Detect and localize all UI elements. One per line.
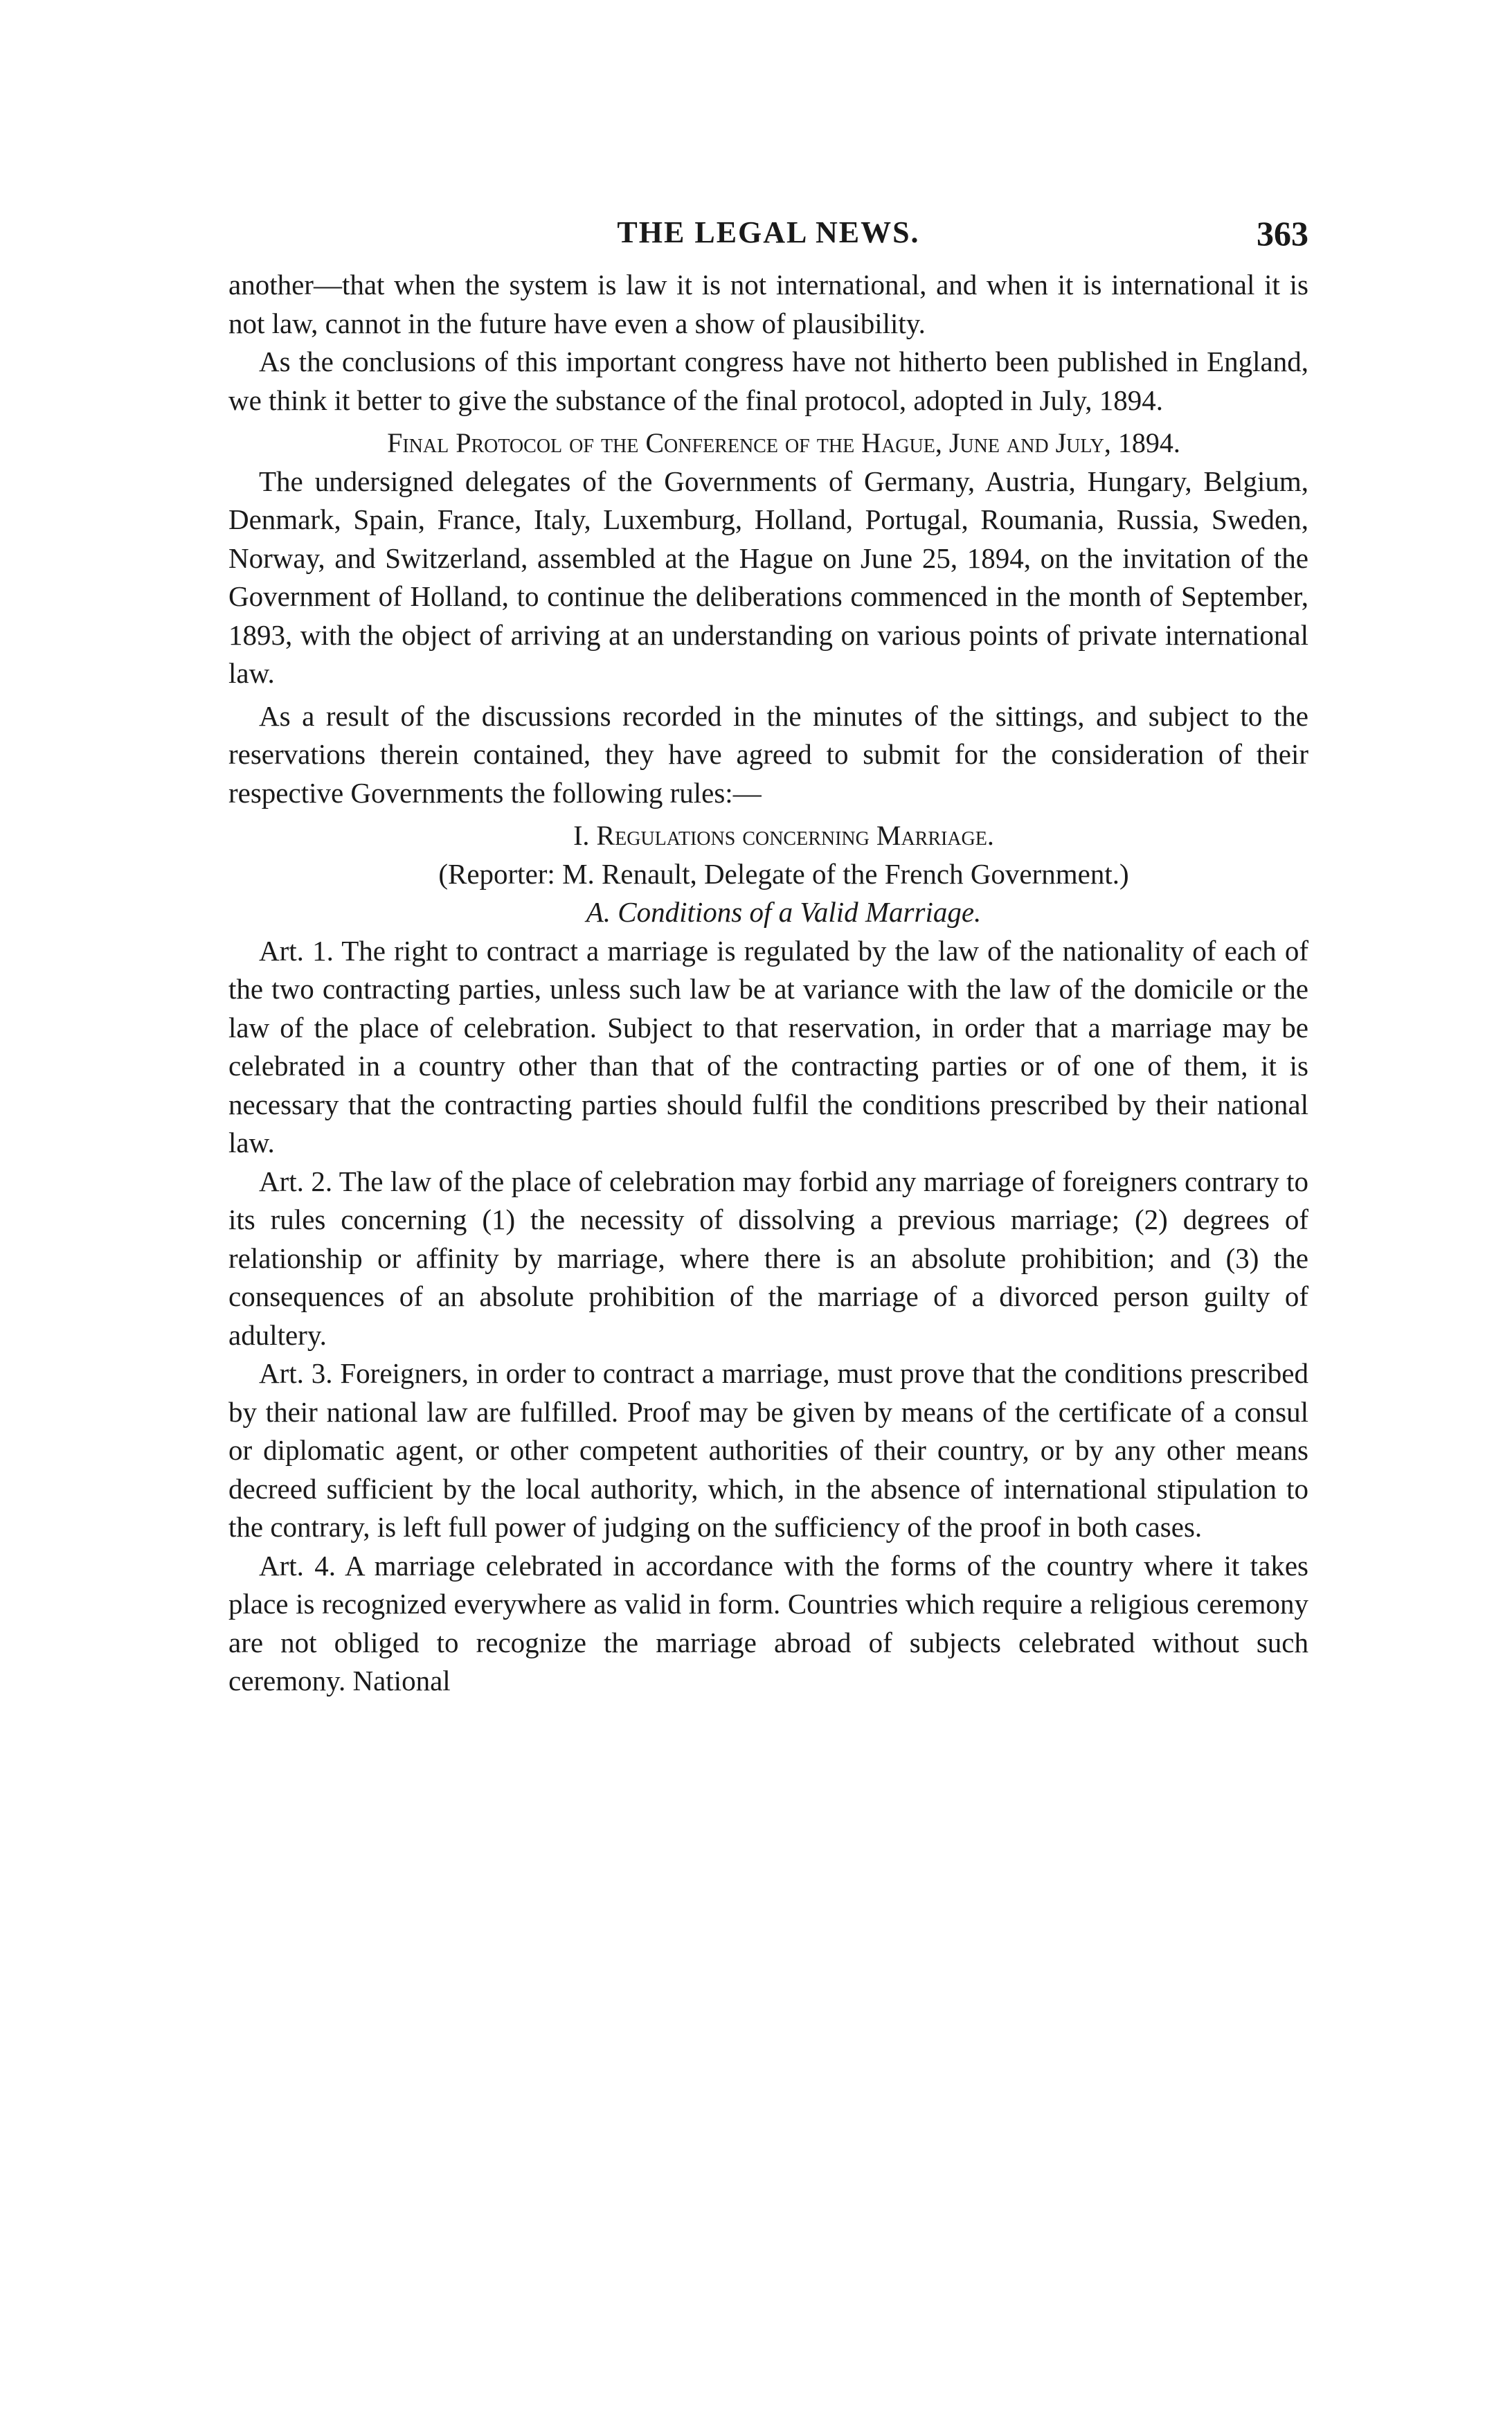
paragraph-continuation: another—that when the system is law it is not international, and when it is international it is not law, cannot in the future have even a show of plausibility. xyxy=(228,269,1308,339)
article-3: Art. 3. Foreigners, in order to contract a marriage, must prove that the conditions prescribed by their national law are fulfilled. Proof may be given by means of the certificate of a consul or diplomatic agent, or other competent authorities of their country, or by any other means decreed sufficient by the local authority, which, in the absence of international stipulation to the contrary, is left full power of judging on the sufficiency of the proof in both cases. xyxy=(228,1357,1308,1543)
article-body xyxy=(228,266,1308,1701)
subsection-heading: A. Conditions of a Valid Marriage. xyxy=(586,896,982,928)
article-2: Art. 2. The law of the place of celebration may forbid any marriage of foreigners contrary to its rules concerning (1) the necessity of dissolving a previous marriage; (2) degrees of relationship or affinity by marriage, where there is an absolute prohibition; and (3) the consequences of an absolute prohibition of the marriage of a divorced person guilty of adultery. xyxy=(228,1165,1308,1351)
paragraph-result: As a result of the discussions recorded in the minutes of the sittings, and subject to the reservations therein contained, they have agreed to submit for the consideration of their respective Governments the following rules:— xyxy=(228,699,1308,809)
running-header xyxy=(228,208,1308,256)
page-number: 363 xyxy=(1257,214,1308,253)
document-page xyxy=(228,208,1308,1701)
article-1: Art. 1. The right to contract a marriage is regulated by the law of the nationality of each of the two contracting parties, unless such law be at variance with the law of the domicile or the law of the place of celebration. Subject to that reservation, in order that a marriage may be celebrated in a country other than that of the contracting parties or of one of them, it is necessary that the contracting parties should fulfil the conditions prescribed by their national law. xyxy=(228,934,1308,1158)
paragraph-delegates: The undersigned delegates of the Governments of Germany, Austria, Hungary, Belgium, Denmark, Spain, France, Italy, Luxemburg, Holland, Portugal, Roumania, Russia, Sweden, Norway, and Switzerland, assembled at the Hague on June 25, 1894, on the invitation of the Government of Holland, to continue the deliberations commenced in the month of September, 1893, with the object of arriving at an understanding on various points of private international law. xyxy=(228,465,1308,689)
article-4: Art. 4. A marriage celebrated in accordance with the forms of the country where it takes place is recognized everywhere as valid in form. Countries which require a religious ceremony are not obliged to recognize the marriage abroad of subjects celebrated without such ceremony. National xyxy=(228,1549,1308,1697)
section-heading-marriage: I. Regulations concerning Marriage. xyxy=(573,820,994,851)
protocol-heading: Final Protocol of the Conference of the Hague, June and July, 1894. xyxy=(387,427,1180,458)
paragraph-conclusions: As the conclusions of this important congress have not hitherto been published in England, we think it better to give the substance of the final protocol, adopted in July, 1894. xyxy=(228,346,1308,416)
reporter-line: (Reporter: M. Renault, Delegate of the French Government.) xyxy=(438,857,1129,890)
journal-title: THE LEGAL NEWS. xyxy=(617,215,920,249)
